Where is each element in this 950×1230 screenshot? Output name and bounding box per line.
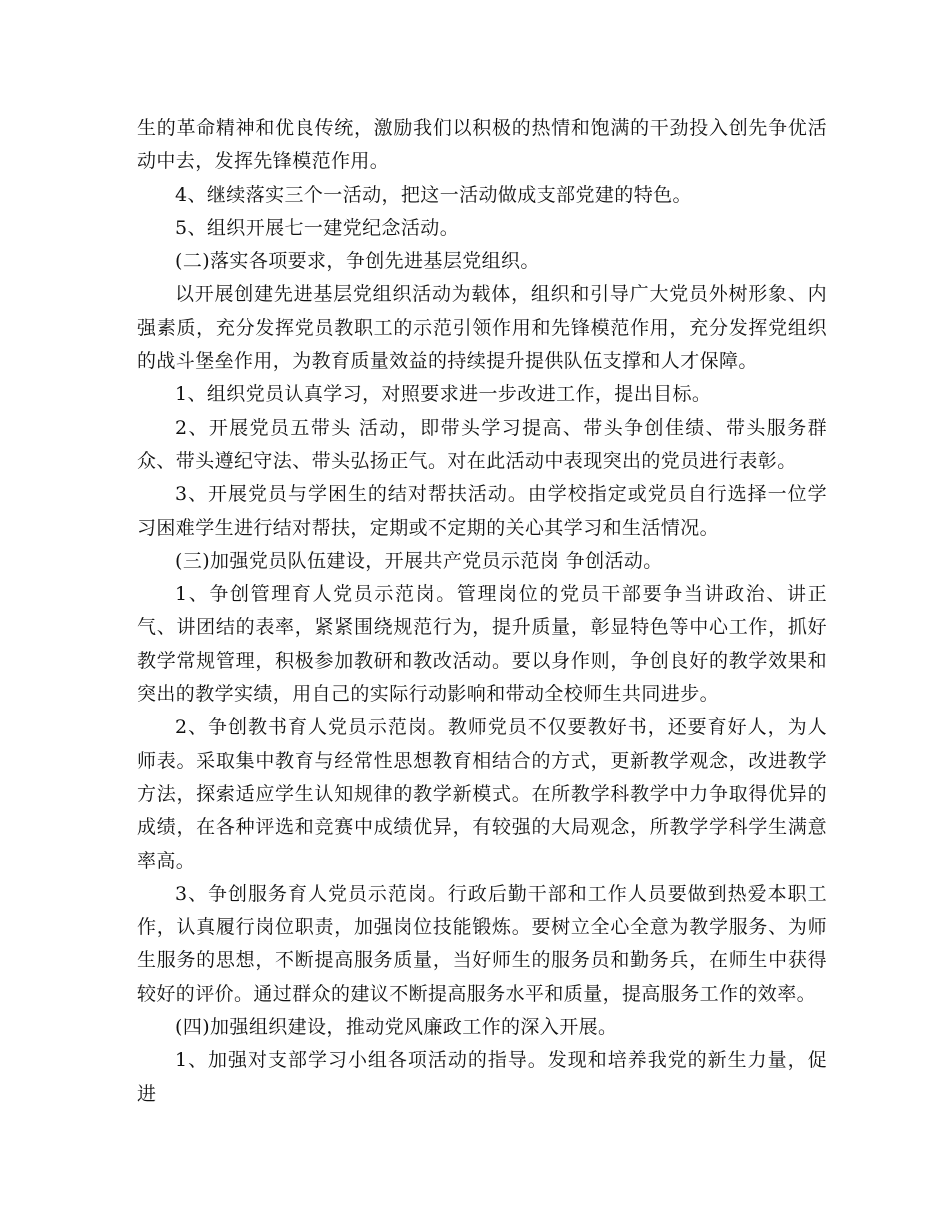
- section-heading: (二)落实各项要求，争创先进基层党组织。: [175, 250, 540, 273]
- paragraph: 3、开展党员与学困生的结对帮扶活动。由学校指定或党员自行选择一位学习困难学生进行结对帮扶，定期或不定期的关心其学习和生活情况。: [137, 483, 827, 539]
- paragraph: 3、争创服务育人党员示范岗。行政后勤干部和工作人员要做到热爱本职工作，认真履行岗位职责，加强岗位技能锻炼。要树立全心全意为教学服务、为师生服务的思想，不断提高服务质量，当好师生的服务员和勤务兵，在师生中获得较好的评价。通过群众的建议不断提高服务水平和质量，提高服务工作的效率。: [137, 882, 827, 1005]
- paragraph: 2、开展党员五带头 活动，即带头学习提高、带头争创佳绩、带头服务群众、带头遵纪守法、带头弘扬正气。对在此活动中表现突出的党员进行表彰。: [137, 416, 827, 472]
- paragraph: 1、加强对支部学习小组各项活动的指导。发现和培养我党的新生力量，促进: [137, 1049, 827, 1105]
- paragraph: 以开展创建先进基层党组织活动为载体，组织和引导广大党员外树形象、内强素质，充分发挥党员教职工的示范引领作用和先锋模范作用，充分发挥党组织的战斗堡垒作用，为教育质量效益的持续提升提供队伍支撑和人才保障。: [137, 283, 827, 373]
- paragraph: 5、组织开展七一建党纪念活动。: [175, 216, 460, 239]
- section-heading: (四)加强组织建设，推动党风廉政工作的深入开展。: [175, 1016, 618, 1039]
- paragraph: 4、继续落实三个一活动，把这一活动做成支部党建的特色。: [175, 183, 692, 206]
- document-body: [137, 112, 827, 1111]
- paragraph: 1、争创管理育人党员示范岗。管理岗位的党员干部要争当讲政治、讲正气、讲团结的表率，紧紧围绕规范行为，提升质量，彰显特色等中心工作，抓好教学常规管理，积极参加教研和教改活动。要以身作则，争创良好的教学效果和突出的教学实绩，用自己的实际行动影响和带动全校师生共同进步。: [137, 583, 827, 706]
- paragraph: 2、争创教书育人党员示范岗。教师党员不仅要教好书，还要育好人，为人师表。采取集中教育与经常性思想教育相结合的方式，更新教学观念，改进教学方法，探索适应学生认知规律的教学新模式。在所教学科教学中力争取得优异的成绩，在各种评选和竞赛中成绩优异，有较强的大局观念，所教学学科学生满意率高。: [137, 716, 827, 872]
- section-heading: (三)加强党员队伍建设，开展共产党员示范岗 争创活动。: [175, 549, 663, 572]
- paragraph: 生的革命精神和优良传统，激励我们以积极的热情和饱满的干劲投入创先争优活动中去，发挥先锋模范作用。: [137, 117, 827, 173]
- paragraph: 1、组织党员认真学习，对照要求进一步改进工作，提出目标。: [175, 383, 712, 406]
